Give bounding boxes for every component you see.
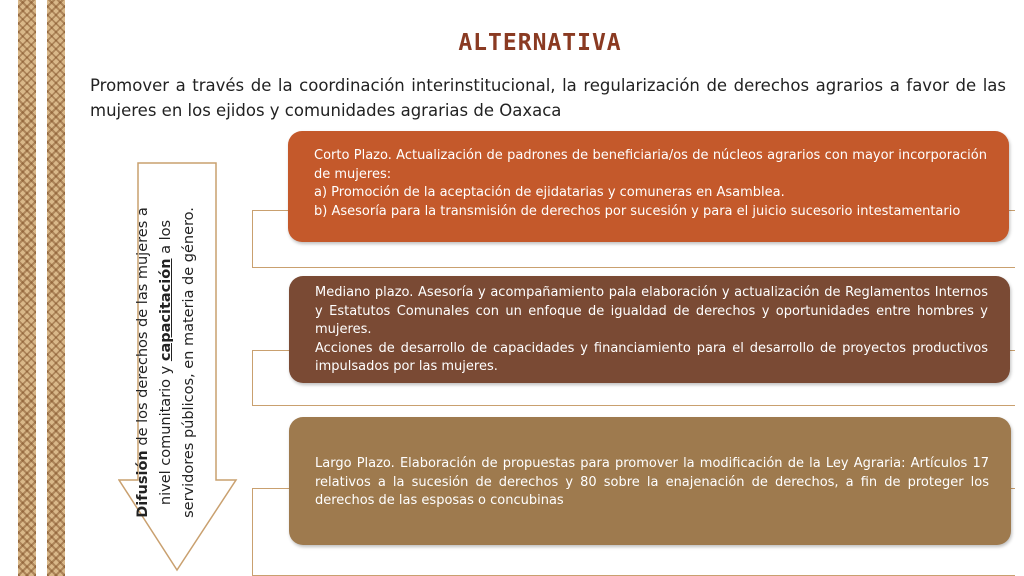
long-term-line-1: Largo Plazo. Elaboración de propuestas para promover la modificación de la Ley Agraria: Artículos 17 relativos a la sucesión de derechos y 80 sobre la enajenación de derechos, a fin de proteger los derechos de las esposas o concubinas	[315, 456, 989, 508]
medium-term-line-1: Mediano plazo. Asesoría y acompañamiento pala elaboración y actualización de Reglamentos Internos y Estatutos Comunales con un enfoque de igualdad de derechos y oportunidades entre hombres y mujeres.	[315, 285, 988, 337]
short-term-box	[288, 131, 1009, 242]
decorative-band-left	[18, 0, 36, 576]
slide-intro: Promover a través de la coordinación interinstitucional, la regularización de derechos agrarios a favor de las mujeres en los ejidos y comunidades agrarias de Oaxaca	[90, 76, 1006, 120]
arrow-text-a: de los derechos de las mujeres a nivel comunitario y	[135, 207, 174, 506]
short-term-line-1: Corto Plazo. Actualización de padrones de beneficiaria/os de núcleos agrarios con mayor incorporación de mujeres:	[314, 148, 987, 182]
arrow-bold-word-2: capacitación	[158, 258, 174, 362]
decorative-band-right	[47, 0, 65, 576]
short-term-line-3: b) Asesoría para la transmisión de derechos por sucesión y para el juicio sucesorio intestamentario	[314, 203, 961, 219]
long-term-box	[289, 417, 1011, 545]
medium-term-line-2: Acciones de desarrollo de capacidades y financiamiento para el desarrollo de proyectos productivos impulsados por las mujeres.	[315, 340, 988, 374]
slide-title: ALTERNATIVA	[458, 30, 622, 56]
short-term-line-2: a) Promoción de la aceptación de ejidatarias y comuneras en Asamblea.	[314, 185, 785, 200]
arrow-text-b: a los servidores públicos, en materia de género.	[158, 207, 197, 518]
arrow-label	[132, 190, 242, 535]
arrow-bold-word: Difusión	[135, 450, 151, 518]
medium-term-box	[289, 276, 1010, 383]
